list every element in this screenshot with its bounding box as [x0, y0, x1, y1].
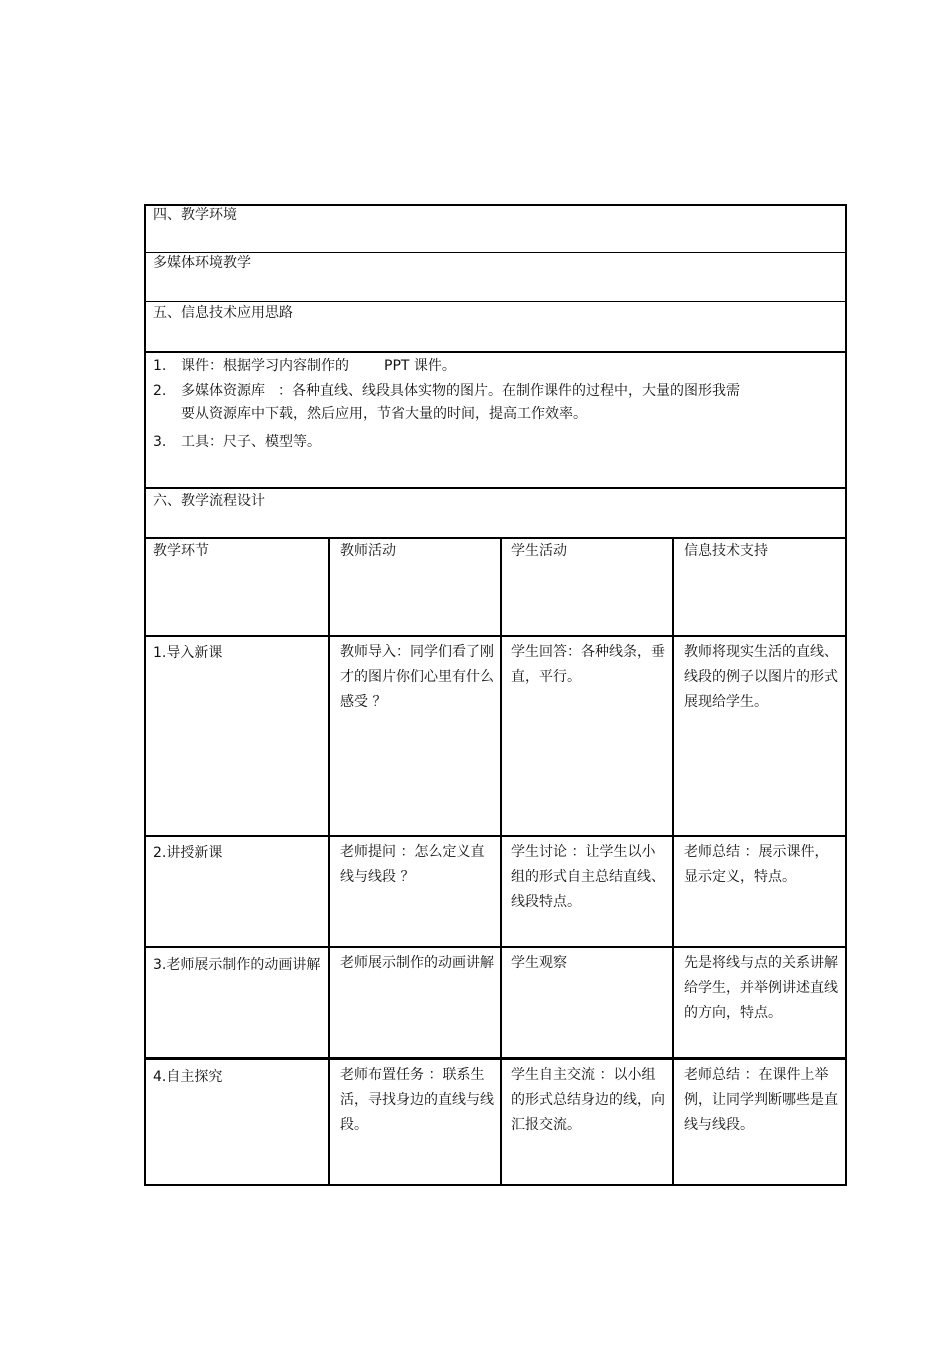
table-cell-teacher: 老师展示制作的动画讲解 [340, 955, 494, 971]
row-divider [144, 351, 847, 353]
table-cell-teacher: 老师布置任务 ：联系生活，寻找身边的直线与线段。 [340, 1067, 494, 1133]
list-item: 课件：根据学习内容制作的 [181, 358, 349, 374]
list-item-number: 3. [153, 434, 167, 450]
row-divider [144, 635, 847, 637]
table-cell-it-support: 老师总结 ：展示课件，显示定义，特点。 [684, 844, 829, 885]
list-item-continuation: ：各种直线、线段具体实物的图片。在制作课件的过程中，大量的图形我需 [278, 383, 740, 399]
column-header-stage: 教学环节 [153, 543, 209, 559]
column-divider [500, 537, 502, 1186]
table-cell-student: 学生自主交流 ：以小组的形式总结身边的线，向汇报交流。 [511, 1067, 665, 1133]
list-item-continuation: PPT 课件。 [384, 358, 456, 374]
table-cell-stage: 4.自主探究 [153, 1069, 223, 1085]
table-cell-teacher: 老师提问 ：怎么定义直线与线段 ？ [340, 844, 485, 885]
row-divider [144, 1057, 847, 1060]
section-heading-environment: 四、教学环境 [153, 207, 237, 223]
column-divider [672, 537, 674, 1186]
section-heading-flow-design: 六、教学流程设计 [153, 493, 265, 509]
list-item: 多媒体资源库 [181, 383, 265, 399]
table-cell-teacher: 教师导入：同学们看了刚才的图片你们心里有什么感受 ？ [340, 644, 494, 710]
column-divider [328, 537, 330, 1186]
section-heading-it-application: 五、信息技术应用思路 [153, 305, 293, 321]
list-item: 工具：尺子、模型等。 [181, 434, 321, 450]
column-header-it-support: 信息技术支持 [684, 543, 768, 559]
list-item-number: 2. [153, 383, 167, 399]
column-header-teacher: 教师活动 [340, 543, 396, 559]
row-divider [144, 946, 847, 948]
table-cell-stage: 2.讲授新课 [153, 845, 223, 861]
table-cell-student: 学生回答：各种线条，垂直，平行。 [511, 644, 665, 685]
column-header-student: 学生活动 [511, 543, 567, 559]
list-item-number: 1. [153, 358, 167, 374]
row-divider [144, 835, 847, 837]
table-cell-stage: 3.老师展示制作的动画讲解 [153, 957, 321, 973]
table-cell-it-support: 老师总结 ：在课件上举例，让同学判断哪些是直线与线段。 [684, 1067, 838, 1133]
environment-text: 多媒体环境教学 [153, 255, 251, 271]
table-cell-student: 学生讨论 ：让学生以小组的形式自主总结直线、线段特点。 [511, 844, 665, 910]
table-cell-stage: 1.导入新课 [153, 645, 223, 661]
table-cell-it-support: 教师将现实生活的直线、线段的例子以图片的形式展现给学生。 [684, 644, 838, 710]
table-cell-it-support: 先是将线与点的关系讲解给学生，并举例讲述直线的方向，特点。 [684, 955, 838, 1021]
list-item-continuation: 要从资源库中下载，然后应用，节省大量的时间，提高工作效率。 [181, 406, 587, 422]
table-cell-student: 学生观察 [511, 955, 567, 971]
